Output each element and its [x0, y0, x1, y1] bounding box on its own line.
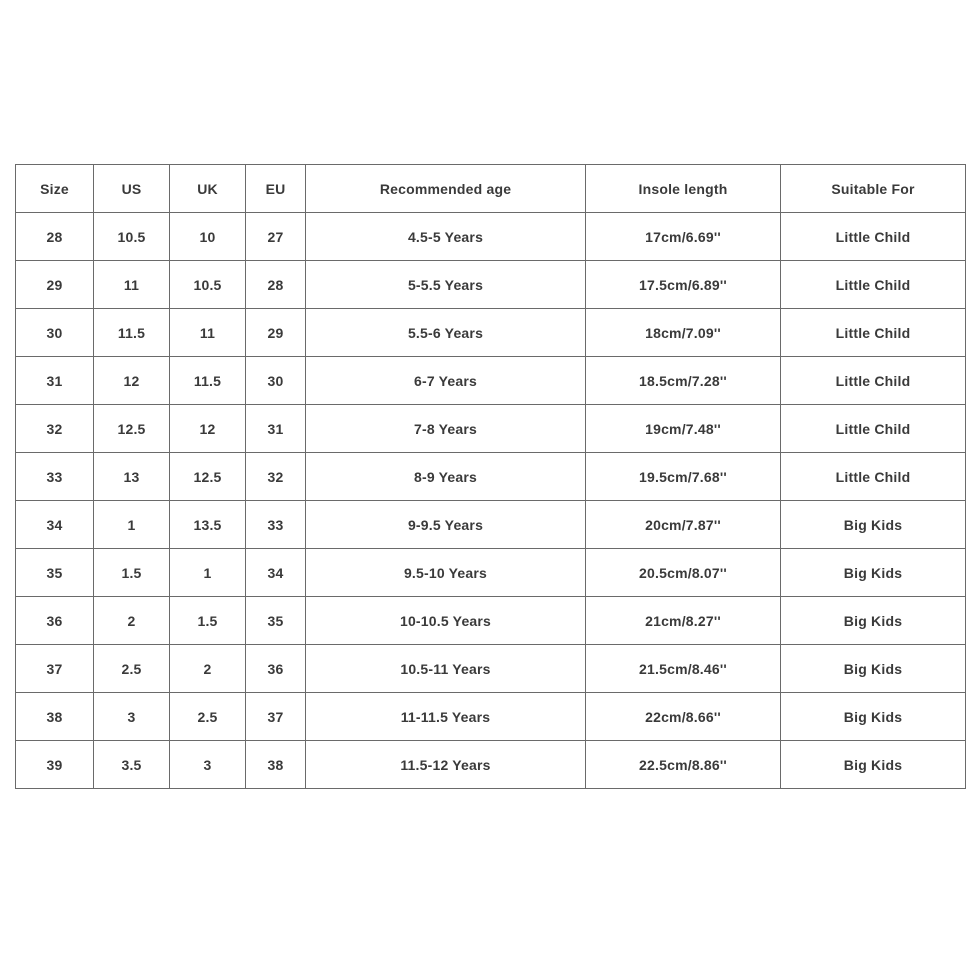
cell-suitable-for: Little Child — [781, 261, 966, 309]
cell-eu: 31 — [246, 405, 306, 453]
cell-recommended-age: 9-9.5 Years — [306, 501, 586, 549]
cell-insole-length: 21.5cm/8.46'' — [586, 645, 781, 693]
table-row — [16, 693, 966, 741]
cell-us: 11 — [94, 261, 170, 309]
header-row — [16, 165, 966, 213]
cell-recommended-age: 5-5.5 Years — [306, 261, 586, 309]
cell-suitable-for: Big Kids — [781, 501, 966, 549]
cell-size: 36 — [16, 597, 94, 645]
cell-us: 3.5 — [94, 741, 170, 789]
cell-uk: 10 — [170, 213, 246, 261]
cell-recommended-age: 10.5-11 Years — [306, 645, 586, 693]
header-suitable-for: Suitable For — [781, 165, 966, 213]
cell-eu: 28 — [246, 261, 306, 309]
cell-eu: 38 — [246, 741, 306, 789]
cell-size: 33 — [16, 453, 94, 501]
cell-us: 10.5 — [94, 213, 170, 261]
cell-insole-length: 20.5cm/8.07'' — [586, 549, 781, 597]
cell-uk: 1.5 — [170, 597, 246, 645]
table-row — [16, 309, 966, 357]
cell-insole-length: 17cm/6.69'' — [586, 213, 781, 261]
cell-size: 29 — [16, 261, 94, 309]
cell-insole-length: 17.5cm/6.89'' — [586, 261, 781, 309]
cell-uk: 10.5 — [170, 261, 246, 309]
cell-insole-length: 19.5cm/7.68'' — [586, 453, 781, 501]
header-recommended-age: Recommended age — [306, 165, 586, 213]
table-row — [16, 645, 966, 693]
cell-eu: 27 — [246, 213, 306, 261]
cell-recommended-age: 11.5-12 Years — [306, 741, 586, 789]
table-row — [16, 741, 966, 789]
cell-size: 39 — [16, 741, 94, 789]
header-uk: UK — [170, 165, 246, 213]
cell-size: 38 — [16, 693, 94, 741]
cell-eu: 34 — [246, 549, 306, 597]
cell-us: 12 — [94, 357, 170, 405]
cell-size: 30 — [16, 309, 94, 357]
cell-uk: 1 — [170, 549, 246, 597]
cell-size: 31 — [16, 357, 94, 405]
cell-suitable-for: Big Kids — [781, 597, 966, 645]
header-size: Size — [16, 165, 94, 213]
cell-suitable-for: Little Child — [781, 405, 966, 453]
cell-recommended-age: 7-8 Years — [306, 405, 586, 453]
cell-suitable-for: Little Child — [781, 453, 966, 501]
cell-insole-length: 21cm/8.27'' — [586, 597, 781, 645]
table-row — [16, 597, 966, 645]
cell-suitable-for: Little Child — [781, 213, 966, 261]
cell-eu: 33 — [246, 501, 306, 549]
cell-recommended-age: 11-11.5 Years — [306, 693, 586, 741]
cell-uk: 12.5 — [170, 453, 246, 501]
cell-us: 11.5 — [94, 309, 170, 357]
cell-eu: 29 — [246, 309, 306, 357]
cell-suitable-for: Big Kids — [781, 741, 966, 789]
cell-us: 2.5 — [94, 645, 170, 693]
cell-recommended-age: 10-10.5 Years — [306, 597, 586, 645]
cell-uk: 11 — [170, 309, 246, 357]
cell-uk: 2.5 — [170, 693, 246, 741]
cell-suitable-for: Big Kids — [781, 693, 966, 741]
cell-recommended-age: 9.5-10 Years — [306, 549, 586, 597]
cell-insole-length: 22.5cm/8.86'' — [586, 741, 781, 789]
cell-us: 1 — [94, 501, 170, 549]
cell-insole-length: 20cm/7.87'' — [586, 501, 781, 549]
cell-size: 35 — [16, 549, 94, 597]
cell-us: 3 — [94, 693, 170, 741]
table-row — [16, 405, 966, 453]
cell-size: 34 — [16, 501, 94, 549]
cell-recommended-age: 6-7 Years — [306, 357, 586, 405]
table-row — [16, 453, 966, 501]
cell-us: 2 — [94, 597, 170, 645]
cell-insole-length: 18cm/7.09'' — [586, 309, 781, 357]
table-row — [16, 261, 966, 309]
cell-size: 32 — [16, 405, 94, 453]
cell-suitable-for: Big Kids — [781, 645, 966, 693]
cell-uk: 12 — [170, 405, 246, 453]
cell-suitable-for: Little Child — [781, 309, 966, 357]
cell-us: 12.5 — [94, 405, 170, 453]
cell-eu: 35 — [246, 597, 306, 645]
table-row — [16, 549, 966, 597]
size-chart-table — [15, 164, 966, 789]
cell-uk: 11.5 — [170, 357, 246, 405]
cell-insole-length: 18.5cm/7.28'' — [586, 357, 781, 405]
header-insole-length: Insole length — [586, 165, 781, 213]
table-row — [16, 357, 966, 405]
cell-eu: 32 — [246, 453, 306, 501]
cell-recommended-age: 4.5-5 Years — [306, 213, 586, 261]
table-row — [16, 501, 966, 549]
cell-uk: 2 — [170, 645, 246, 693]
cell-size: 37 — [16, 645, 94, 693]
cell-insole-length: 19cm/7.48'' — [586, 405, 781, 453]
cell-size: 28 — [16, 213, 94, 261]
cell-suitable-for: Big Kids — [781, 549, 966, 597]
cell-eu: 30 — [246, 357, 306, 405]
cell-eu: 36 — [246, 645, 306, 693]
cell-uk: 13.5 — [170, 501, 246, 549]
cell-suitable-for: Little Child — [781, 357, 966, 405]
header-eu: EU — [246, 165, 306, 213]
cell-recommended-age: 8-9 Years — [306, 453, 586, 501]
header-us: US — [94, 165, 170, 213]
cell-insole-length: 22cm/8.66'' — [586, 693, 781, 741]
table-row — [16, 213, 966, 261]
cell-recommended-age: 5.5-6 Years — [306, 309, 586, 357]
cell-us: 1.5 — [94, 549, 170, 597]
cell-eu: 37 — [246, 693, 306, 741]
cell-us: 13 — [94, 453, 170, 501]
cell-uk: 3 — [170, 741, 246, 789]
